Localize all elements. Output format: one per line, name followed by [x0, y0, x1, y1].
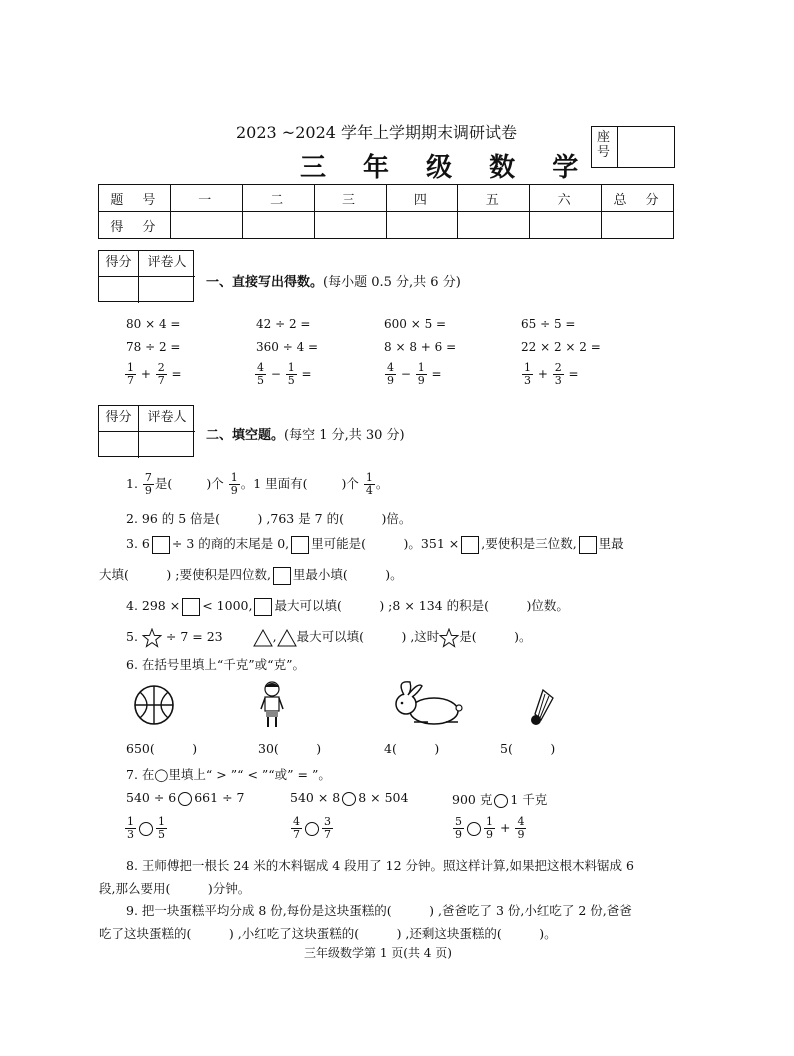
fraction: $\frac{1}{5}$ [287, 361, 295, 387]
score-label: 得分 [99, 406, 139, 432]
question-8-cont: 段,那么要用( )分钟。 [99, 881, 251, 896]
section-score-field[interactable] [99, 277, 139, 303]
question-6-item: 4( ) [384, 741, 440, 756]
calc-item: 65 ÷ 5 = [521, 317, 576, 331]
score-header-cell: 二 [242, 185, 314, 212]
fraction-calc-item: $\frac{4}{5}$ − $\frac{1}{5}$ = [257, 361, 312, 387]
question-7: 7. 在◯里填上“ > ”“ < ”“或” = ”。 [126, 767, 331, 782]
compare-item: $\frac{4}{7}$ $\frac{3}{7}$ [293, 815, 331, 841]
calc-item: 22 × 2 × 2 = [521, 340, 601, 354]
score-table-header-row [99, 185, 674, 212]
score-header-cell: 六 [530, 185, 602, 212]
fraction: $\frac{4}{5}$ [257, 361, 264, 387]
fraction-calc-item: $\frac{1}{3}$ + $\frac{2}{3}$ = [524, 361, 579, 387]
score-cell[interactable] [242, 212, 314, 239]
score-header-cell: 总 分 [602, 185, 674, 212]
calc-item: 80 × 4 = [126, 317, 181, 331]
compare-circle[interactable] [139, 822, 153, 836]
compare-item: 900 克 1 千克 [452, 792, 548, 807]
section1-heading [206, 271, 461, 290]
compare-circle[interactable] [342, 792, 356, 806]
exam-title: 三 年 级 数 学 [300, 153, 593, 183]
rabbit-icon [388, 678, 466, 728]
star-icon [142, 628, 162, 648]
section2-heading [206, 424, 405, 443]
score-header-cell: 三 [314, 185, 386, 212]
section1-title: 一、直接写出得数。 [206, 275, 324, 290]
compare-item: $\frac{5}{9}$ $\frac{1}{9}$ + $\frac{4}{9}$ [455, 815, 525, 841]
score-cell[interactable] [314, 212, 386, 239]
answer-box[interactable] [579, 536, 597, 554]
score-cell[interactable] [386, 212, 458, 239]
fraction: $\frac{1}{7}$ [127, 361, 134, 387]
section2-note: (每空 1 分,共 30 分) [284, 428, 405, 443]
fraction: $\frac{1}{3}$ [524, 361, 531, 387]
basketball-icon [133, 684, 175, 726]
question-9: 9. 把一块蛋糕平均分成 8 份,每份是这块蛋糕的( ) ,爸爸吃了 3 份,小红吃了 2 份,爸爸 [126, 903, 632, 918]
answer-box[interactable] [152, 536, 170, 554]
grader-label: 评卷人 [139, 251, 195, 277]
question-6: 6. 在括号里填上“千克”或“克”。 [126, 657, 305, 672]
score-cell[interactable] [602, 212, 674, 239]
calc-item: 8 × 8 + 6 = [384, 340, 457, 354]
question-2: 2. 96 的 5 倍是( ) ,763 是 7 的( )倍。 [126, 511, 412, 526]
question-6-item: 650( ) [126, 741, 198, 756]
exam-subtitle: 2023 ~2024 学年上学期期末调研试卷 [236, 123, 518, 142]
section-score-field[interactable] [99, 432, 139, 458]
calc-item: 360 ÷ 4 = [256, 340, 319, 354]
fraction-calc-item: $\frac{1}{7}$ + $\frac{2}{7}$ = [127, 361, 182, 387]
score-header-cell: 四 [386, 185, 458, 212]
fraction: $\frac{2}{7}$ [157, 361, 165, 387]
fraction: $\frac{1}{9}$ [417, 361, 425, 387]
section2-title: 二、填空题。 [206, 428, 285, 443]
compare-item: 540 ÷ 6 661 ÷ 7 [126, 790, 245, 805]
answer-box[interactable] [254, 598, 272, 616]
fraction: $\frac{2}{3}$ [554, 361, 562, 387]
answer-box[interactable] [461, 536, 479, 554]
question-6-item: 5( ) [500, 741, 556, 756]
score-cell[interactable] [458, 212, 530, 239]
score-label: 得分 [99, 251, 139, 277]
calc-item: 78 ÷ 2 = [126, 340, 181, 354]
answer-box[interactable] [182, 598, 200, 616]
question-4: 4. 298 × < 1000, 最大可以填( ) ;8 × 134 的积是( )位数。 [126, 596, 569, 616]
boy-icon [259, 680, 285, 730]
question-9-cont: 吃了这块蛋糕的( ) ,小红吃了这块蛋糕的( ) ,还剩这块蛋糕的( )。 [99, 926, 557, 941]
question-3: 3. 6 ÷ 3 的商的末尾是 0, 里可能是( )。351 × ,要使积是三位数, 里最 [126, 534, 624, 554]
grader-field[interactable] [139, 432, 195, 458]
section1-note: (每小题 0.5 分,共 6 分) [323, 275, 461, 290]
compare-item: $\frac{1}{3}$ $\frac{1}{5}$ [127, 815, 165, 841]
seat-number-field[interactable] [618, 127, 674, 167]
star-icon [439, 628, 459, 648]
score-header-cell: 题 号 [99, 185, 171, 212]
page-footer: 三年级数学第 1 页(共 4 页) [304, 946, 452, 960]
question-5: 5. ÷ 7 = 23 , 最大可以填( ) ,这时 是( )。 [126, 627, 532, 648]
score-cell[interactable] [170, 212, 242, 239]
score-header-cell: 五 [458, 185, 530, 212]
answer-box[interactable] [273, 567, 291, 585]
fraction: $\frac{4}{9}$ [387, 361, 394, 387]
fraction-calc-item: $\frac{4}{9}$ − $\frac{1}{9}$ = [387, 361, 442, 387]
section1-grader-box [98, 250, 194, 302]
compare-circle[interactable] [467, 822, 481, 836]
triangle-icon [277, 629, 297, 647]
answer-box[interactable] [291, 536, 309, 554]
question-1: 1. $\frac{7}{9}$ 是( )个 $\frac{1}{9}$ 。1 里面有( )个 $\frac{1}{4}$ 。 [126, 471, 389, 497]
score-table [98, 184, 674, 239]
compare-item: 540 × 8 8 × 504 [290, 790, 409, 805]
section2-grader-box [98, 405, 194, 457]
score-row-label: 得 分 [99, 212, 171, 239]
score-table-score-row [99, 212, 674, 239]
compare-circle[interactable] [178, 792, 192, 806]
seat-number-box [591, 126, 675, 168]
score-header-cell: 一 [170, 185, 242, 212]
question-8: 8. 王师傅把一根长 24 米的木料锯成 4 段用了 12 分钟。照这样计算,如果把这根木料锯成 6 [126, 858, 634, 873]
shuttlecock-icon [529, 688, 555, 728]
seat-label: 座号 [592, 127, 618, 167]
calc-item: 42 ÷ 2 = [256, 317, 311, 331]
triangle-icon [253, 629, 273, 647]
grader-field[interactable] [139, 277, 195, 303]
question-3-cont: 大填( ) ;要使积是四位数, 里最小填( )。 [99, 565, 403, 585]
calc-item: 600 × 5 = [384, 317, 447, 331]
score-cell[interactable] [530, 212, 602, 239]
compare-circle[interactable] [305, 822, 319, 836]
question-6-item: 30( ) [258, 741, 322, 756]
compare-circle[interactable] [494, 794, 508, 808]
grader-label: 评卷人 [139, 406, 195, 432]
